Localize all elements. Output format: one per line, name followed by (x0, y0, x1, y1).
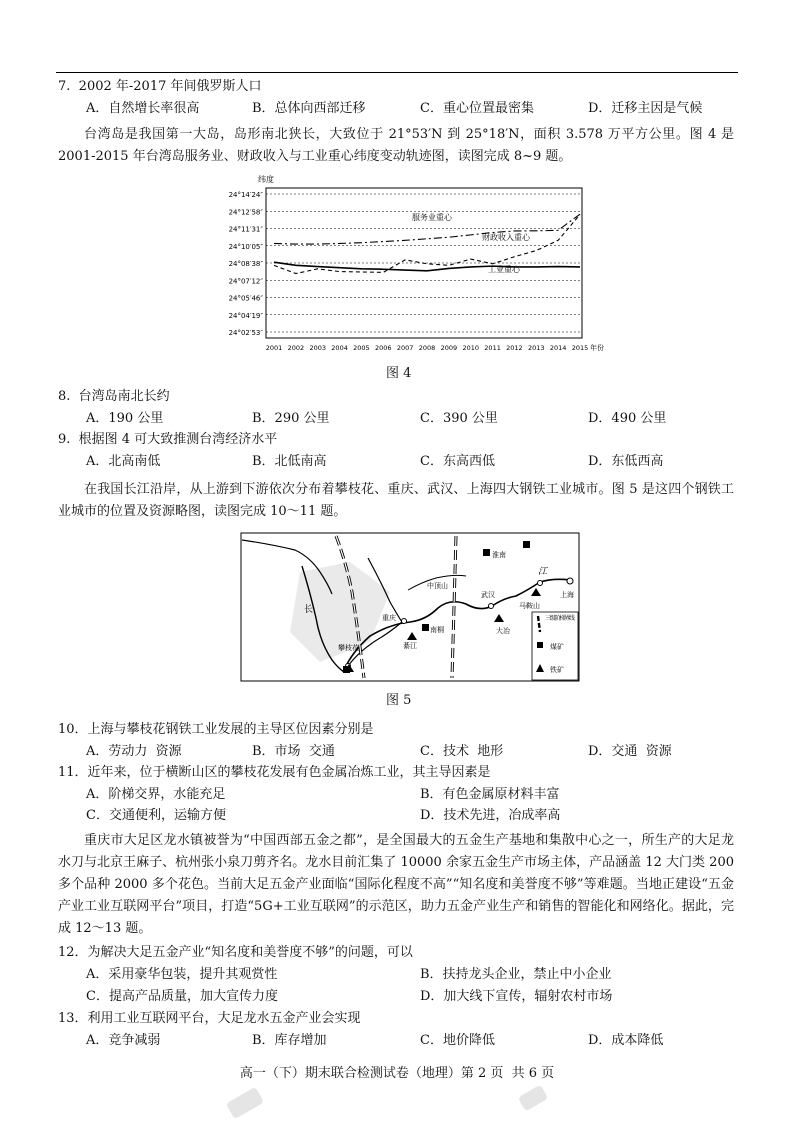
chart-x-tick-label: 2008 (418, 344, 436, 352)
map-label-panzhihua: 攀枝花 (338, 644, 359, 652)
question-7-stem: 7. 2002 年-2017 年间俄罗斯人口 (58, 79, 262, 94)
q11-option-a: A．阶梯交界，水能充足 (86, 787, 226, 802)
map-coal-mine-nantong (422, 624, 429, 631)
q13-option-a: A．竞争减弱 (86, 1033, 161, 1048)
watermark-mark (226, 1087, 264, 1120)
q10-option-b: B．市场 交通 (252, 744, 335, 759)
chart-y-tick-label: 24°12′58″ (228, 208, 263, 217)
q10-option-c: C．技术 地形 (420, 744, 504, 759)
chart-x-tick-label: 2012 (506, 344, 523, 352)
chart-x-axis-label: 年份 (590, 344, 604, 352)
q11-option-d: D．技术先进，冶成率高 (420, 808, 561, 823)
passage-8-9: 台湾岛是我国第一大岛，岛形南北狭长，大致位于 21°53′N 到 25°18′N，面积 3.578 万平方公里。图 4 是 2001-2015 年台湾岛服务业、财政收入与工业重心纬度变动轨迹图，读图完成 8~9 题。 (58, 127, 734, 164)
q13-option-c: C．地价降低 (420, 1033, 495, 1048)
q12-option-c: C．提高产品质量，加大宣传力度 (86, 989, 278, 1004)
q7-option-c: C．重心位置最密集 (420, 101, 534, 116)
chart-y-tick-label: 24°04′19″ (228, 311, 263, 320)
chart-y-tick-label: 24°08′38″ (228, 260, 263, 268)
chart-x-tick-label: 2003 (309, 344, 326, 352)
chart-x-tick-label: 2006 (375, 344, 392, 352)
map-label-qijiang: 綦江 (403, 642, 417, 650)
chart-y-tick-label: 24°14′24″ (228, 191, 263, 199)
chart-x-tick-label: 2007 (396, 344, 414, 352)
chart-x-tick-label: 2015 (571, 344, 589, 352)
q8-option-b: B．290 公里 (252, 411, 330, 426)
map-label-maanshan: 马鞍山 (519, 602, 540, 610)
chart-x-tick-label: 2009 (440, 344, 458, 352)
question-11-stem: 11．近年来，位于横断山区的攀枝花发展有色金属冶炼工业，其主导因素是 (58, 765, 491, 780)
map-label-shanghai: 上海 (560, 591, 574, 599)
chart-y-tick-label: 24°02′53″ (228, 329, 263, 337)
q9-option-b: B．北低南高 (252, 454, 327, 469)
chart-series-label-service: 服务业重心 (412, 213, 452, 222)
map-city-marker-shanghai (567, 578, 573, 584)
map-label-chang: 长 (304, 605, 314, 615)
chart-y-tick-label: 24°07′12″ (228, 277, 263, 286)
q12-option-b: B．扶持龙头企业，禁止中小企业 (420, 967, 612, 982)
map-coal-mine-huainan (483, 549, 490, 556)
map-label-chongqing: 重庆 (382, 614, 396, 622)
chart-x-tick-label: 2013 (528, 344, 545, 352)
q13-option-d: D．成本降低 (588, 1033, 664, 1048)
map-legend-iron-label: 铁矿 (550, 666, 564, 674)
q10-option-a: A．劳动力 资源 (86, 744, 182, 759)
map-coal-mine-east (523, 541, 530, 548)
chart-x-tick-label: 2014 (549, 344, 567, 352)
chart-y-tick-label: 24°11′31″ (228, 225, 263, 234)
chart-y-axis-label: 纬度 (258, 175, 274, 184)
map-legend-boundary-label-text: 三级阶梯界线 (545, 615, 575, 622)
map-legend (532, 612, 578, 680)
map-legend-coal-symbol (537, 642, 543, 648)
figure-4-caption: 图 4 (386, 366, 412, 381)
q8-option-c: C．390 公里 (420, 411, 498, 426)
map-city-marker-chongqing (402, 619, 407, 624)
q11-option-c: C．交通便利，运输方便 (86, 808, 226, 823)
question-8-stem: 8. 台湾岛南北长约 (58, 389, 170, 404)
map-legend-boundary-label (545, 614, 575, 622)
q9-option-a: A．北高南低 (86, 454, 161, 469)
chart-y-tick-label: 24°05′46″ (228, 294, 263, 303)
map-city-marker-maanshan (538, 581, 543, 586)
q12-option-d: D．加大线下宣传，辐射农村市场 (420, 989, 613, 1004)
q8-option-d: D．490 公里 (588, 411, 667, 426)
q13-option-b: B．库存增加 (252, 1033, 327, 1048)
question-13-stem: 13．利用工业互联网平台，大足龙水五金产业会实现 (58, 1011, 361, 1026)
chart-series-line-industry (274, 262, 580, 271)
map-label-zhongshan: 中顶山 (427, 582, 448, 590)
map-label-jiang: 江 (538, 567, 548, 577)
q7-option-a: A．自然增长率很高 (86, 101, 200, 116)
chart-y-tick-label: 24°10′05″ (228, 242, 263, 251)
map-label-huainan: 淮南 (492, 551, 506, 559)
chart-x-tick-label: 2001 (265, 344, 283, 352)
watermark-mark (518, 1085, 549, 1112)
question-9-stem: 9. 根据图 4 可大致推测台湾经济水平 (58, 432, 278, 447)
chart-series-label-industry: 工业重心 (488, 265, 520, 274)
map-city-marker-wuhan (489, 604, 494, 609)
chart-series-line-finance (274, 215, 580, 274)
q10-option-d: D．交通 资源 (588, 744, 672, 759)
q11-option-b: B．有色金属原材料丰富 (420, 787, 560, 802)
chart-x-tick-label: 2010 (462, 344, 479, 352)
q7-option-b: B．总体向西部迁移 (252, 101, 366, 116)
chart-x-tick-label: 2004 (331, 344, 348, 352)
q12-option-a: A．采用豪华包装，提升其观赏性 (86, 967, 278, 982)
map-label-nantong: 南桐 (430, 626, 444, 634)
map-legend-coal-label: 煤矿 (550, 643, 564, 651)
map-label-wuhan: 武汉 (481, 591, 495, 599)
passage-12-13: 重庆市大足区龙水镇被誉为“中国西部五金之都”，是全国最大的五金生产基地和集散中心之一，所生产的大足龙水刀与北京王麻子、杭州张小泉刀剪齐名。龙水目前汇集了 10000 余家五金生产市场主体，产品涵盖 12 大门类 200 多个品种 2000 多个花色。当前大足五金产业面临“国际化程度不高”“知名度和美誉度不够”等难题。当地正建设“五金产业工业互联网平台”项目，打造“5G+工业互联网”的示范区，助力五金产业生产和销售的智能化和网络化。据此，完成 12～13 题。 (58, 833, 734, 936)
chart-x-tick-label: 2005 (353, 344, 370, 352)
map-label-daye: 大冶 (496, 627, 510, 635)
figure-4-line-chart (206, 170, 626, 358)
question-10-stem: 10．上海与攀枝花钢铁工业发展的主导区位因素分别是 (58, 722, 374, 737)
q9-option-c: C．东高西低 (420, 454, 495, 469)
chart-series-label-finance: 财政收入重心 (482, 233, 530, 242)
figure-5-caption: 图 5 (386, 693, 412, 708)
page-footer: 高一（下）期末联合检测试卷（地理）第 2 页 共 6 页 (239, 1066, 555, 1081)
chart-x-tick-label: 2011 (484, 344, 501, 352)
question-12-stem: 12．为解决大足五金产业“知名度和美誉度不够”的问题，可以 (58, 945, 413, 960)
chart-x-tick-label: 2002 (287, 344, 305, 352)
figure-5-map (240, 532, 580, 682)
q7-option-d: D．迁移主因是气候 (588, 101, 703, 116)
top-rule (56, 72, 738, 73)
passage-10-11: 在我国长江沿岸，从上游到下游依次分布着攀枝花、重庆、武汉、上海四大钢铁工业城市。图 5 是这四个钢铁工业城市的位置及资源略图，读图完成 10～11 题。 (58, 482, 734, 519)
q9-option-d: D．东低西高 (588, 454, 664, 469)
q8-option-a: A．190 公里 (86, 411, 164, 426)
